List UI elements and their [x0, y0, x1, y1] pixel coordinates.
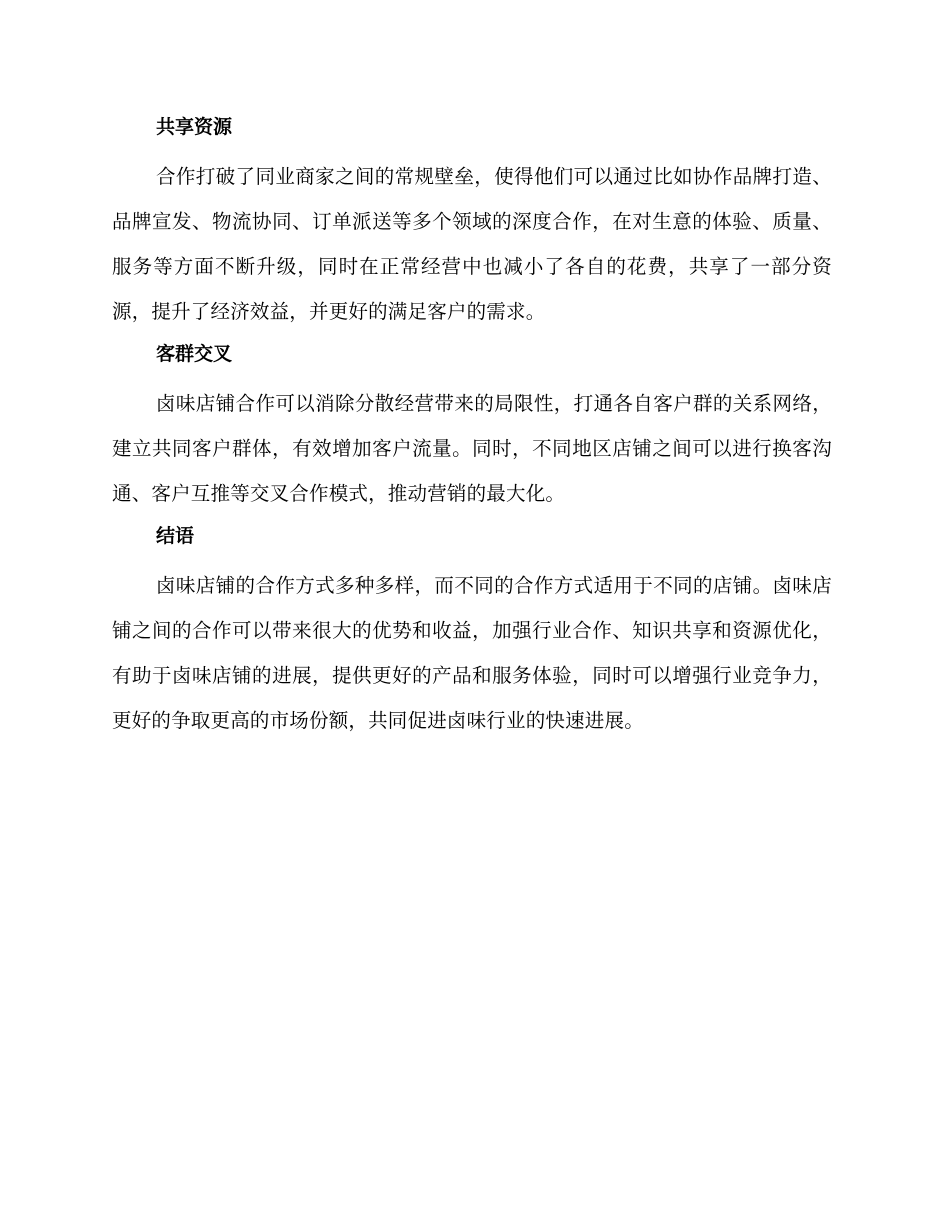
section-heading-customer-crossover: 客群交叉 [156, 343, 233, 365]
section-heading-conclusion: 结语 [156, 525, 195, 547]
section-paragraph-conclusion: 卤味店铺的合作方式多种多样，而不同的合作方式适用于不同的店铺。卤味店铺之间的合作可以带来很大的优势和收益，加强行业合作、知识共享和资源优化，有助于卤味店铺的进展，提供更好的产品和服务体验，同时可以增强行业竞争力，更好的争取更高的市场份额，共同促进卤味行业的快速进展。 [112, 574, 832, 732]
section-heading-shared-resources: 共享资源 [156, 116, 233, 138]
section-paragraph-shared-resources: 合作打破了同业商家之间的常规壁垒，使得他们可以通过比如协作品牌打造、品牌宣发、物流协同、订单派送等多个领域的深度合作，在对生意的体验、质量、服务等方面不断升级，同时在正常经营中也减小了各自的花费，共享了一部分资源，提升了经济效益，并更好的满足客户的需求。 [112, 165, 832, 323]
document-body [112, 112, 832, 743]
section-paragraph-customer-crossover: 卤味店铺合作可以消除分散经营带来的局限性，打通各自客户群的关系网络，建立共同客户群体，有效增加客户流量。同时，不同地区店铺之间可以进行换客沟通、客户互推等交叉合作模式，推动营销的最大化。 [112, 392, 832, 505]
